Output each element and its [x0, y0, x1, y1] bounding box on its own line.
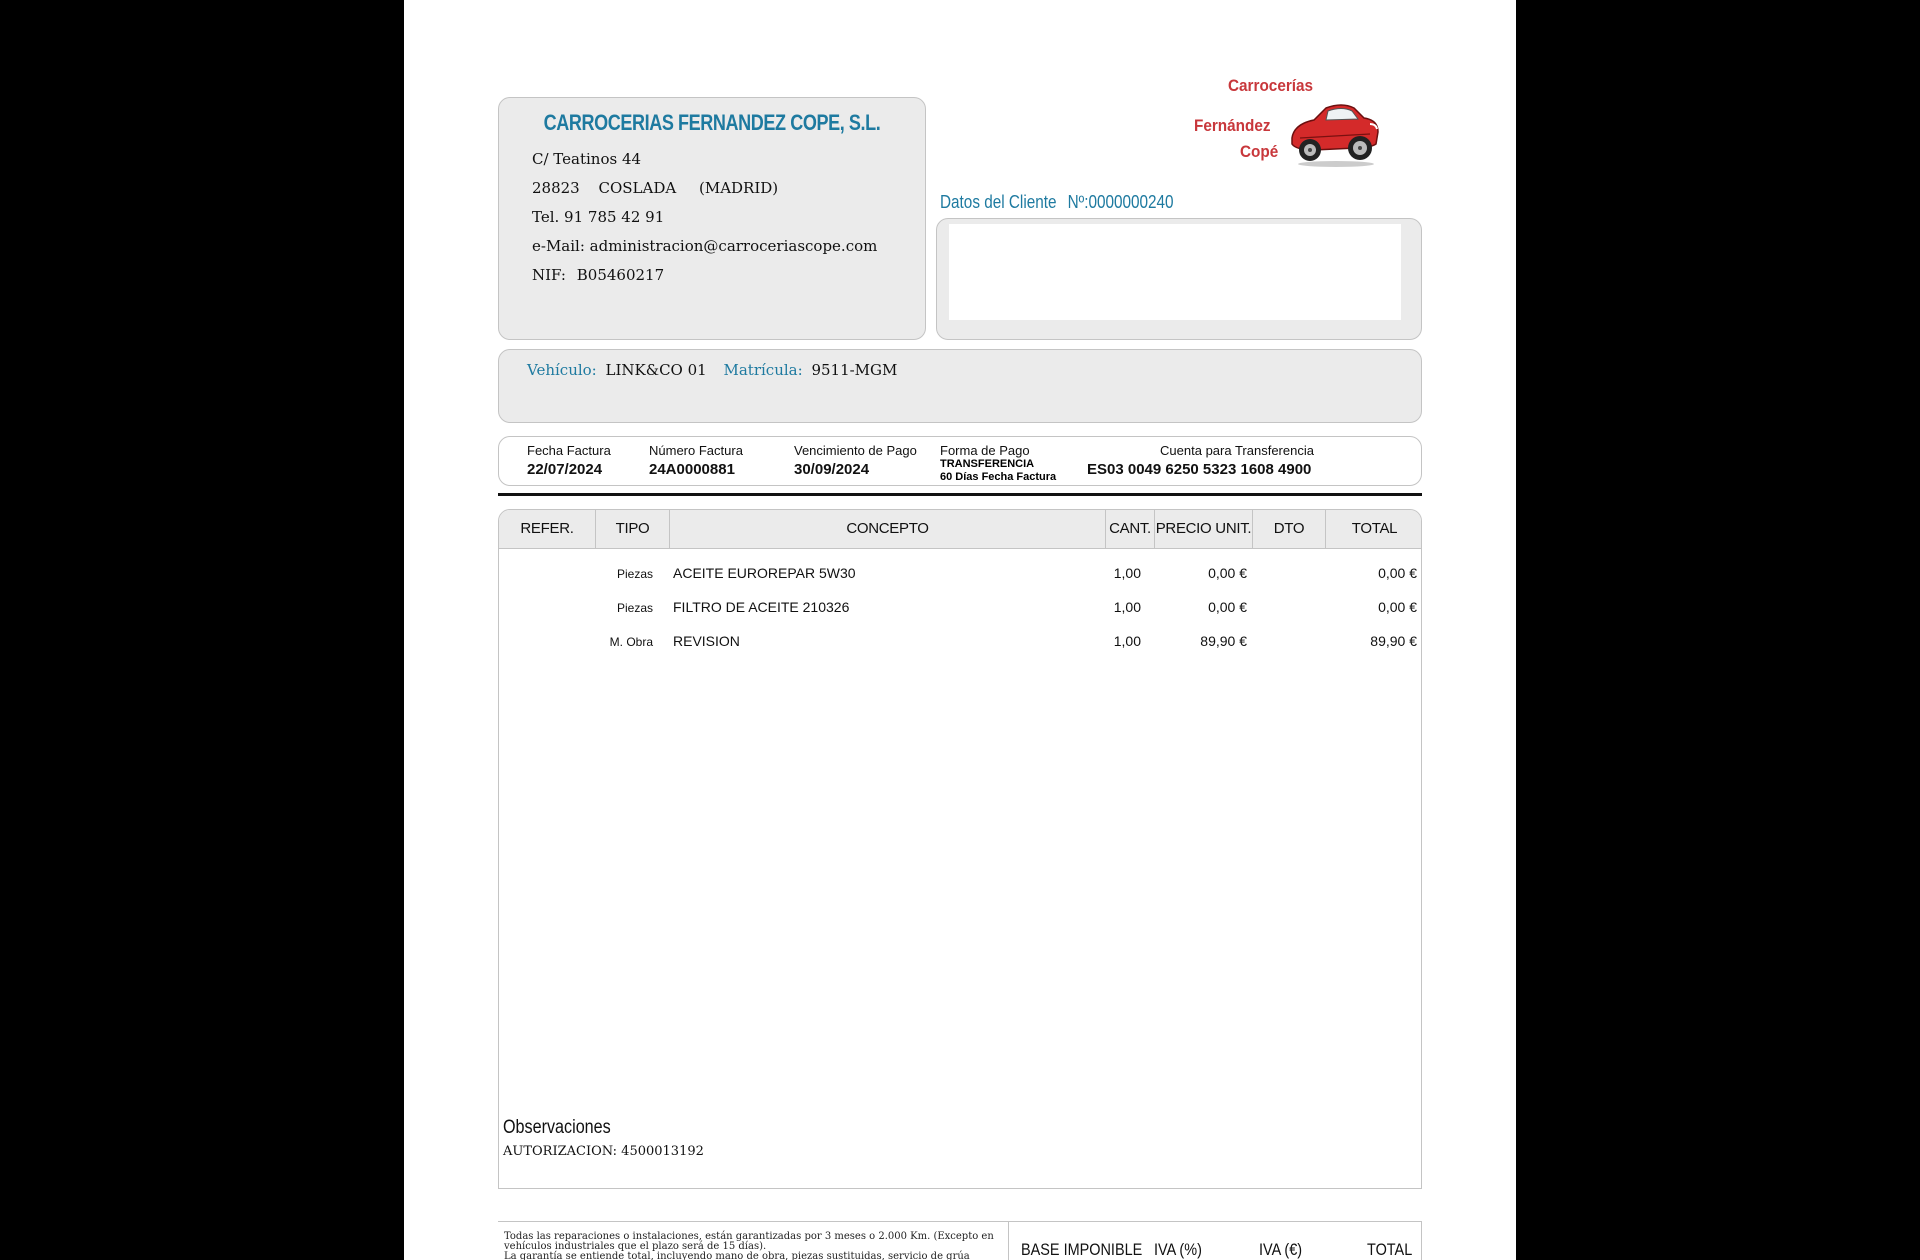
total-label: TOTAL	[1367, 1240, 1413, 1259]
company-nif-line	[532, 266, 664, 284]
row-unit-price: 89,90 €	[1200, 633, 1247, 649]
footer-line	[498, 1221, 1422, 1222]
red-car-icon	[1286, 98, 1382, 170]
logo-line3: Copé	[1240, 142, 1279, 161]
client-data-area	[949, 224, 1401, 320]
legal-text	[504, 1232, 1004, 1260]
invoice-details-box	[498, 436, 1422, 486]
invoice-number: 24A0000881	[649, 461, 735, 478]
payment-method: TRANSFERENCIA	[940, 458, 1035, 470]
header-precio-unit: PRECIO UNIT.	[1155, 510, 1253, 548]
observations-text: AUTORIZACION: 4500013192	[503, 1144, 704, 1159]
invoice-date: 22/07/2024	[527, 461, 603, 478]
logo-line2: Fernández	[1194, 116, 1271, 135]
company-info-box	[498, 97, 926, 340]
company-nif-label: NIF:	[532, 266, 566, 284]
company-city: COSLADA	[598, 179, 677, 197]
vehicle-line	[527, 361, 897, 379]
legal-line-3: La garantía se entiende total, incluyendo mano de obra, piezas sustituidas, servicio de grúa	[504, 1251, 970, 1260]
transfer-account: ES03 0049 6250 5323 1608 4900	[1087, 461, 1312, 478]
company-address: C/ Teatinos 44	[532, 150, 642, 168]
table-header	[499, 510, 1421, 549]
legal-line-1: Todas las reparaciones o instalaciones, están garantizadas por 3 meses o 2.000 Km. (Excepto en	[504, 1231, 994, 1242]
header-concepto: CONCEPTO	[670, 510, 1106, 548]
row-type: M. Obra	[609, 635, 653, 649]
row-type: Piezas	[616, 567, 653, 581]
logo-line1: Carrocerías	[1228, 76, 1314, 95]
company-city-line	[532, 179, 778, 197]
row-concept: ACEITE EUROREPAR 5W30	[673, 565, 856, 581]
items-table	[498, 509, 1422, 1189]
vehicle-label: Vehículo:	[527, 361, 597, 379]
invoice-date-label: Fecha Factura	[527, 443, 611, 458]
client-number: Nº:0000000240	[1067, 192, 1174, 212]
totals-divider	[1008, 1222, 1009, 1260]
header-cant: CANT.	[1106, 510, 1155, 548]
payment-method-label: Forma de Pago	[940, 443, 1030, 458]
vat-percent-label: IVA (%)	[1154, 1240, 1202, 1259]
vehicle-value: LINK&CO 01	[605, 361, 707, 379]
due-date: 30/09/2024	[794, 461, 870, 478]
company-name: CARROCERIAS FERNANDEZ COPE, S.L.	[543, 110, 881, 135]
due-date-label: Vencimiento de Pago	[794, 443, 917, 458]
row-qty: 1,00	[1113, 565, 1141, 581]
company-postal-code: 28823	[532, 179, 580, 197]
base-label: BASE IMPONIBLE	[1021, 1240, 1143, 1259]
transfer-account-label: Cuenta para Transferencia	[1160, 443, 1314, 458]
table-row	[499, 633, 1421, 653]
client-data-box	[936, 218, 1422, 340]
separator-line	[498, 493, 1422, 496]
client-title: Datos del Cliente	[940, 192, 1057, 212]
header-dto: DTO	[1253, 510, 1326, 548]
row-concept: REVISION	[673, 633, 740, 649]
client-section-title	[940, 192, 1174, 213]
row-total: 89,90 €	[1370, 633, 1417, 649]
row-unit-price: 0,00 €	[1208, 599, 1247, 615]
header-tipo: TIPO	[596, 510, 670, 548]
table-row	[499, 565, 1421, 585]
header-refer: REFER.	[499, 510, 596, 548]
totals-right-border	[1421, 1222, 1422, 1260]
header-total: TOTAL	[1351, 520, 1398, 537]
row-total: 0,00 €	[1378, 599, 1417, 615]
payment-terms: 60 Días Fecha Factura	[940, 471, 1057, 483]
row-qty: 1,00	[1113, 599, 1141, 615]
vehicle-box	[498, 349, 1422, 423]
vat-amount-label: IVA (€)	[1259, 1240, 1303, 1259]
invoice-number-label: Número Factura	[649, 443, 743, 458]
row-unit-price: 0,00 €	[1208, 565, 1247, 581]
table-row	[499, 599, 1421, 619]
company-nif: B05460217	[576, 266, 665, 284]
invoice-page	[404, 0, 1516, 1260]
plate-label: Matrícula:	[723, 361, 803, 379]
observations-title: Observaciones	[503, 1117, 611, 1138]
company-email: e-Mail: administracion@carroceriascope.com	[532, 237, 878, 255]
row-total: 0,00 €	[1378, 565, 1417, 581]
row-concept: FILTRO DE ACEITE 210326	[673, 599, 850, 615]
plate-value: 9511-MGM	[811, 361, 898, 379]
company-phone: Tel. 91 785 42 91	[532, 208, 665, 226]
company-logo	[1184, 72, 1384, 178]
company-province: (MADRID)	[698, 179, 779, 197]
legal-line-2: vehículos industriales que el plazo será de 15 días).	[504, 1241, 767, 1252]
row-qty: 1,00	[1113, 633, 1141, 649]
row-type: Piezas	[616, 601, 653, 615]
